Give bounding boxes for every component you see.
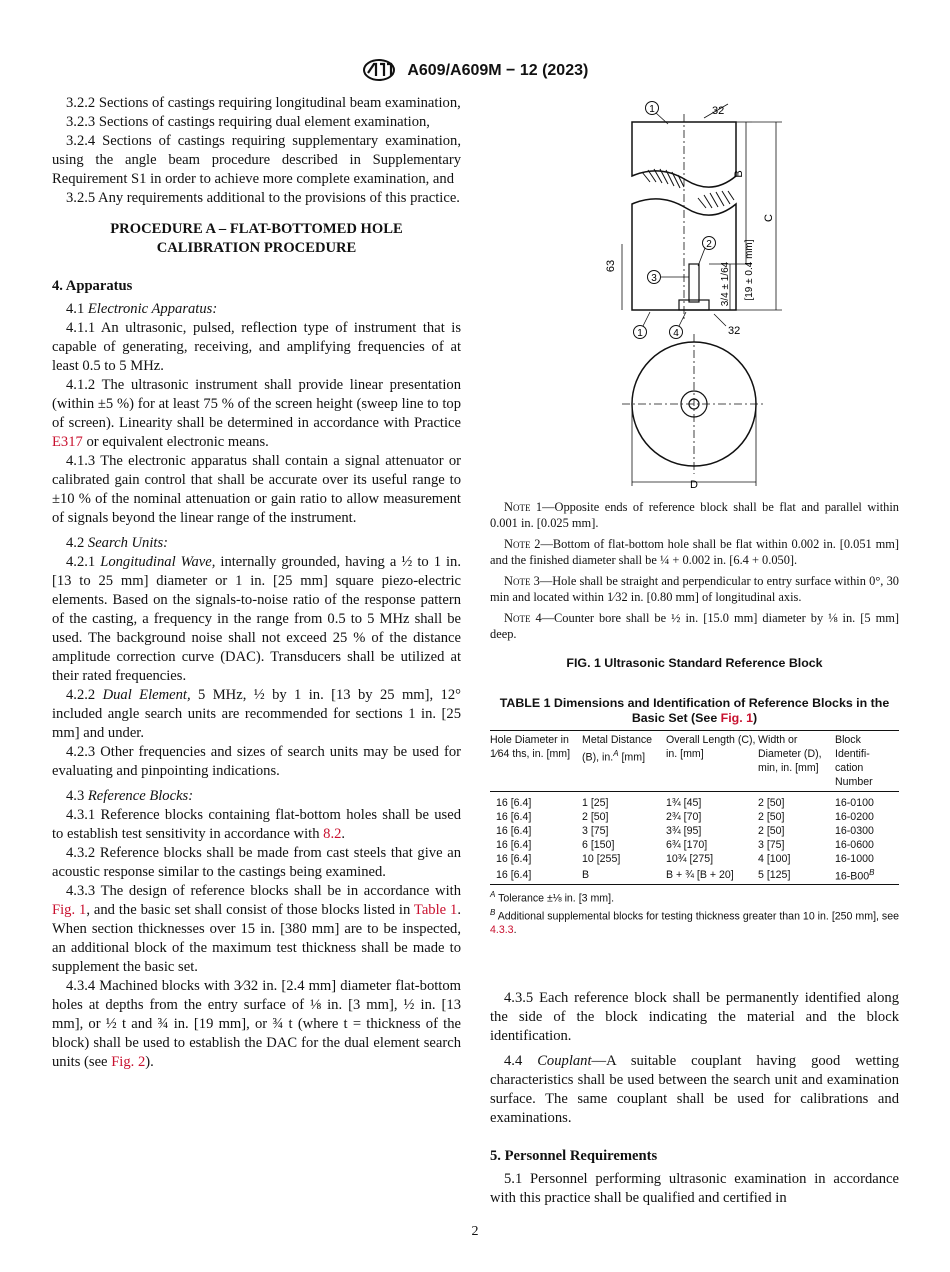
note-1-text: —Opposite ends of reference block shall be flat and parallel within 0.001 in. [0.025 mm].: [490, 500, 899, 530]
para-4-2-title: Search Units:: [87, 535, 169, 551]
procedure-a-title-line2: CALIBRATION PROCEDURE: [156, 240, 357, 256]
cell-id-text: 16-0300: [835, 825, 874, 837]
para-4-4-term: Couplant: [537, 1052, 592, 1069]
table-1: [490, 730, 899, 885]
note-2: [490, 536, 899, 568]
para-4-3-3-text-c: . When section thicknesses over 15 in. [380 mm] are to be inspected, an additional block of the maximum test thickness shall be made to supplement the basic set.: [52, 902, 461, 975]
para-4-3-title: Reference Blocks:: [87, 788, 194, 804]
cell-metal: 6 [150]: [582, 839, 615, 851]
link-e317[interactable]: E317: [52, 434, 83, 450]
para-5-1: 5.1 Personnel performing ultrasonic examination in accordance with this practice shall be qualified and certified in: [490, 1170, 899, 1206]
reference-block-drawing: [490, 94, 899, 489]
para-4-2-2: [52, 686, 461, 743]
link-4-3-3[interactable]: 4.3.3: [490, 923, 514, 936]
cell-width: 3 [75]: [758, 839, 785, 851]
note-3-text: —Hole shall be straight and perpendicular to entry surface within 0°, 30 min and located within 1⁄32 in. [0.80 mm] of longitudinal axis.: [490, 574, 899, 604]
cell-overall: 1¾ [45]: [666, 797, 702, 809]
cell-id: [835, 866, 899, 884]
cell-hole: 16 [6.4]: [496, 811, 532, 823]
para-4-3-3-text-a: 4.3.3 The design of reference blocks shall be in accordance with: [66, 883, 461, 899]
col-header-overall-length: Overall Length (C), in. [mm]: [666, 734, 756, 760]
document-id: A609/A609M − 12 (2023): [407, 61, 589, 79]
cell-metal: 3 [75]: [582, 825, 609, 837]
footnote-a-text: Tolerance ±⅛ in. [3 mm].: [495, 892, 615, 905]
para-3-2-2: 3.2.2 Sections of castings requiring longitudinal beam examination,: [66, 95, 461, 111]
para-4-3: [52, 787, 461, 806]
para-3-2-5: 3.2.5 Any requirements additional to the provisions of this practice.: [66, 190, 460, 206]
note-2-text: —Bottom of flat-bottom hole shall be flat within 0.002 in. [0.051 mm] and the finished diameter shall be ¼ + 0.002 in. [6.4 + 0.050].: [490, 537, 899, 567]
col-header-hole-diameter: Hole Diameter in 1⁄64 ths, in. [mm]: [490, 734, 571, 760]
cell-overall: B + ¾ [B + 20]: [666, 868, 734, 881]
callout-2: [698, 237, 716, 267]
svg-text:1: 1: [637, 328, 643, 339]
para-4-2-1-text: internally grounded, having a ½ to 1 in. [13 to 25 mm] diameter or 1 in. [25 mm] square piezo-electric elements. Based on the signals-to-noise ratio of the response pattern of the casting, a frequency in the range from 0.5 to 5 MHz shall be used. The background noise shall not exceed 25 % of the distance amplitude correction curve (DAC). Transducers shall be utilized at their rated frequencies.: [52, 554, 462, 684]
cell-width: 2 [50]: [758, 825, 785, 837]
cell-id-text: 16-B00: [835, 870, 870, 883]
cell-hole: 16 [6.4]: [496, 797, 532, 809]
para-4-2-1: [52, 553, 461, 686]
cell-width: 2 [50]: [758, 797, 785, 809]
label-d: D: [690, 479, 698, 489]
label-32-bottom: 32: [728, 325, 741, 337]
table-footnote-a: [490, 888, 899, 906]
table-1-caption-end: ): [753, 711, 758, 725]
figure-1-drawing: [490, 94, 899, 489]
para-4-3-2: 4.3.2 Reference blocks shall be made from cast steels that give an acoustic response similar to the castings being examined.: [52, 845, 461, 880]
cell-id-text: 16-1000: [835, 853, 874, 865]
cell-overall: 2¾ [70]: [666, 811, 702, 823]
para-3-2-3: 3.2.3 Sections of castings requiring dual element examination,: [66, 114, 430, 130]
para-4-3-1-text-b: .: [341, 826, 346, 842]
col-header-metal-distance-text: Metal Distance (B), in.: [582, 734, 653, 764]
cell-overall: 6¾ [170]: [666, 839, 708, 851]
procedure-a-title-line1: PROCEDURE A – FLAT-BOTTOMED HOLE: [110, 221, 403, 237]
col-header-metal-distance-sup: A: [613, 749, 619, 758]
para-4-2-1-term: Longitudinal Wave,: [100, 554, 216, 570]
cell-metal: 2 [50]: [582, 811, 609, 823]
note-1: [490, 499, 899, 531]
astm-logo-icon: [362, 58, 396, 82]
para-4-1-2: [52, 376, 461, 452]
note-3-label: Note 3: [504, 574, 540, 588]
footnote-b-end: .: [513, 923, 517, 936]
cell-width: 4 [100]: [758, 853, 791, 865]
cell-metal: B: [582, 868, 590, 881]
table-row: [490, 838, 899, 852]
para-4-3-4: [52, 977, 461, 1072]
svg-text:4: 4: [673, 328, 679, 339]
table-row: [490, 824, 899, 838]
cell-id: [835, 792, 899, 811]
para-4-1-3: 4.1.3 The electronic apparatus shall contain a signal attenuator or calibrated gain control that shall be accurate over its useful range to ±10 % of the nominal attenuation or gain ratio to allow measurement of signals beyond the linear range of the instrument.: [52, 453, 461, 526]
label-tolerance-mm: [19 ± 0.4 mm]: [744, 239, 755, 301]
col-header-width-diameter: Width or Diameter (D), min, in. [mm]: [758, 734, 822, 774]
para-4-3-5: 4.3.5 Each reference block shall be permanently identified along the side of the block indicating the material and the block identification.: [490, 989, 899, 1044]
para-4-4-text: —A suitable couplant having good wetting characteristics shall be used between the search unit and examination surface. The same couplant shall be used for calibrations and examinations.: [490, 1052, 899, 1126]
para-4-2-1-number: 4.2.1: [66, 554, 101, 570]
col-header-metal-distance: [582, 731, 666, 792]
cell-overall: 3¾ [95]: [666, 825, 702, 837]
para-4-2-2-term: Dual Element,: [102, 687, 191, 703]
note-4-text: —Counter bore shall be ½ in. [15.0 mm] diameter by ⅛ in. [5 mm] deep.: [490, 611, 899, 641]
cell-width: 2 [50]: [758, 811, 785, 823]
para-4-1-1: 4.1.1 An ultrasonic, pulsed, reflection type of instrument that is capable of generating, receiving, and amplifying frequencies of at least 0.5 to 5 MHz.: [52, 320, 461, 374]
para-4-2-2-text: 5 MHz, ½ by 1 in. [13 by 25 mm], 12° included angle search units are recommended for sections 1 in. [25 mm] and under.: [52, 687, 461, 741]
para-4-3-number: 4.3: [66, 788, 88, 804]
table-1-caption: [490, 696, 899, 726]
page-header: [0, 58, 950, 82]
link-fig-1[interactable]: Fig. 1: [52, 902, 87, 918]
cell-overall: 10¾ [275]: [666, 853, 714, 865]
cell-id: [835, 824, 899, 838]
label-63: 63: [605, 259, 617, 273]
footnote-b-mark: B: [490, 908, 496, 918]
para-4-1-number: 4.1: [66, 301, 88, 317]
cell-id-text: 16-0600: [835, 839, 874, 851]
para-4-1-2-text-b: or equivalent electronic means.: [82, 434, 269, 450]
table-row: [490, 792, 899, 811]
table-caption-link-fig-1[interactable]: Fig. 1: [720, 711, 754, 725]
para-4-2-number: 4.2: [66, 535, 88, 551]
right-body-text: [490, 989, 899, 1208]
left-column: [52, 94, 461, 1072]
flat-bottom-hole: [689, 264, 699, 302]
footnote-a-mark: A: [490, 889, 496, 899]
para-4-2-2-number: 4.2.2: [66, 687, 103, 703]
cell-id: [835, 852, 899, 866]
label-c: C: [763, 214, 775, 222]
svg-text:3: 3: [651, 273, 657, 284]
cell-metal: 1 [25]: [582, 797, 609, 809]
cell-id-sup: B: [869, 868, 875, 877]
section-5-heading: 5. Personnel Requirements: [490, 1147, 658, 1164]
note-3: [490, 573, 899, 605]
para-4-1-2-text-a: 4.1.2 The ultrasonic instrument shall provide linear presentation (within ±5 %) for at least 75 % of the screen height (sweep line to top of screen). Linearity shall be determined in accordance with Practice: [52, 377, 461, 431]
cell-id-text: 16-0100: [835, 797, 874, 809]
para-4-4: [490, 1052, 899, 1128]
svg-text:2: 2: [706, 239, 712, 250]
label-tolerance-in: 3/4 ± 1/64: [720, 261, 731, 307]
link-8-2[interactable]: 8.2: [323, 826, 342, 842]
col-header-block-id: Block Identifi- cation Number: [835, 734, 873, 788]
para-4-3-3-text-b: , and the basic set shall consist of those blocks listed in: [86, 902, 414, 918]
figure-1-notes: [490, 499, 899, 642]
procedure-a-title: [52, 220, 461, 258]
cell-width: 5 [125]: [758, 868, 791, 881]
footnote-b-text: Additional supplemental blocks for testing thickness greater than 10 in. [250 mm], see: [495, 910, 899, 923]
para-4-3-4-text-b: ).: [145, 1054, 154, 1070]
cell-hole: 16 [6.4]: [496, 853, 532, 865]
table-footnote-b: [490, 906, 899, 937]
cell-metal: 10 [255]: [582, 853, 621, 865]
cell-id: [835, 838, 899, 852]
para-4-3-1: [52, 806, 461, 844]
label-b: B: [733, 170, 745, 178]
table-row: [490, 866, 899, 884]
note-2-label: Note 2: [504, 537, 541, 551]
para-4-2-3: 4.2.3 Other frequencies and sizes of search units may be used for evaluating and pinpointing indications.: [52, 744, 461, 779]
para-4-1: [52, 300, 461, 319]
cell-hole: 16 [6.4]: [496, 839, 532, 851]
para-4-3-4-text-a: 4.3.4 Machined blocks with 3⁄32 in. [2.4 mm] diameter flat-bottom holes at depths from the entry surface of ⅛ in. [3 mm], ½ in. [13 mm], or ½ t and ¾ in. [19 mm], or ¾ t (where t = thickness of the block) shall be used to establish the DAC for the dual element search units (see: [52, 978, 461, 1070]
para-4-3-3: [52, 882, 461, 977]
label-32-top: 32: [712, 105, 725, 117]
callout-3: [648, 271, 690, 285]
link-fig-2[interactable]: Fig. 2: [111, 1054, 146, 1070]
break-hatching: [642, 169, 734, 208]
callout-1-top: [646, 102, 669, 125]
callout-1-bottom: [634, 312, 651, 339]
note-1-label: Note 1: [504, 500, 543, 514]
para-4-4-number: 4.4: [504, 1052, 538, 1069]
table-row: [490, 810, 899, 824]
para-4-2: [52, 534, 461, 553]
para-4-3-1-text-a: 4.3.1 Reference blocks containing flat-bottom holes shall be used to establish test sensitivity in accordance with: [52, 807, 461, 842]
cell-hole: 16 [6.4]: [496, 868, 532, 881]
cell-hole: 16 [6.4]: [496, 825, 532, 837]
cell-id-text: 16-0200: [835, 811, 874, 823]
table-header-row: [490, 731, 899, 792]
right-column: [490, 94, 899, 1208]
link-table-1[interactable]: Table 1: [413, 902, 458, 918]
note-4-label: Note 4: [504, 611, 542, 625]
svg-text:1: 1: [649, 104, 655, 115]
para-4-1-title: Electronic Apparatus:: [87, 301, 218, 317]
cell-id: [835, 810, 899, 824]
table-row: [490, 852, 899, 866]
col-header-metal-distance-mm: [mm]: [618, 751, 646, 764]
page-number: 2: [471, 1224, 479, 1239]
para-3-2-4: 3.2.4 Sections of castings requiring supplementary examination, using the angle beam procedure described in Supplementary Requirement S1 in order to achieve more complete examination, and: [52, 133, 461, 187]
callout-4: [670, 312, 687, 339]
table-1-caption-text: TABLE 1 Dimensions and Identification of Reference Blocks in the Basic Set (See: [499, 696, 890, 725]
figure-1-caption: FIG. 1 Ultrasonic Standard Reference Block: [566, 656, 823, 670]
note-4: [490, 610, 899, 642]
section-4-heading: 4. Apparatus: [52, 278, 133, 294]
